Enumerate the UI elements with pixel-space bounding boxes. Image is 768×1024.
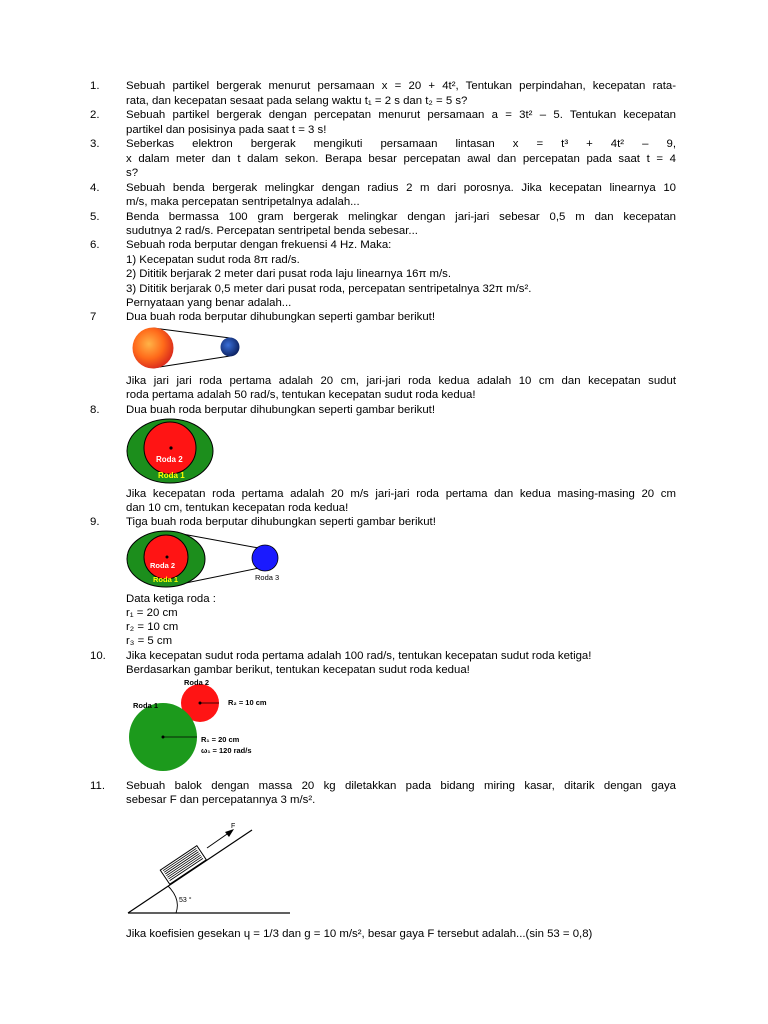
figure-contact-wheels bbox=[126, 678, 306, 770]
wheel-2-circle bbox=[221, 338, 240, 357]
item-4-line-1: Sebuah benda bergerak melingkar dengan radius 2 m dari porosnya. Jika kecepatan linearnya 10 bbox=[126, 182, 676, 194]
item-10-line-1: Jika kecepatan sudut roda pertama adalah 100 rad/s, tentukan kecepatan sudut roda ketiga! bbox=[126, 650, 592, 662]
item-7-after-line-2: roda pertama adalah 50 rad/s, tentukan kecepatan sudut roda kedua! bbox=[126, 389, 476, 401]
wheel-2-center bbox=[199, 702, 202, 705]
label-roda-2: Roda 2 bbox=[184, 678, 210, 687]
item-11-line-1: Sebuah balok dengan massa 20 kg diletakkan pada bidang miring kasar, ditarik dengan gaya bbox=[126, 780, 676, 792]
item-9-after-line-3: r₂ = 10 cm bbox=[126, 621, 179, 633]
item-11-number: 11. bbox=[90, 780, 105, 792]
item-2-line-1: Sebuah partikel bergerak dengan percepatan menurut persamaan a = 3t² – 5. Tentukan kecepatan bbox=[126, 109, 676, 121]
wheel-1-center bbox=[162, 736, 165, 739]
label-omega1: ω₁ = 120 rad/s bbox=[201, 746, 252, 755]
item-8-number: 8. bbox=[90, 404, 100, 416]
item-3-line-2: x dalam meter dan t dalam sekon. Berapa besar percepatan awal dan percepatan pada saat t = 4 bbox=[126, 153, 676, 165]
item-6-number: 6. bbox=[90, 239, 100, 251]
item-9-line-1: Tiga buah roda berputar dihubungkan seperti gambar berikut! bbox=[126, 516, 436, 528]
label-angle: 53 ° bbox=[179, 897, 192, 904]
wheel-center-dot bbox=[169, 446, 172, 449]
item-1-line-1: Sebuah partikel bergerak menurut persamaan x = 20 + 4t², Tentukan perpindahan, kecepatan rata- bbox=[126, 80, 676, 92]
label-roda-2: Roda 2 bbox=[150, 561, 176, 570]
label-roda-1: Roda 1 bbox=[133, 701, 159, 710]
wheel-1-circle bbox=[133, 328, 174, 369]
force-arrow-head bbox=[225, 829, 234, 837]
item-1-line-2: rata, dan kecepatan sesaat pada selang waktu t₁ = 2 s dan t₂ = 5 s? bbox=[126, 95, 468, 107]
item-7-line-1: Dua buah roda berputar dihubungkan seperti gambar berikut! bbox=[126, 311, 436, 323]
item-9-after-line-2: r₁ = 20 cm bbox=[126, 607, 178, 619]
item-1-number: 1. bbox=[90, 80, 100, 92]
figure-inclined-plane bbox=[124, 815, 294, 917]
item-3-line-1: Seberkas elektron bergerak mengikuti persamaan lintasan x = t³ + 4t² – 9, bbox=[126, 138, 676, 150]
item-11-after-line-1: Jika koefisien gesekan ɥ = 1/3 dan g = 10 m/s², besar gaya F tersebut adalah...(sin 53 = 0,8) bbox=[126, 928, 593, 940]
item-6-line-5: Pernyataan yang benar adalah... bbox=[126, 297, 292, 309]
figure-two-wheels-belt bbox=[126, 326, 256, 372]
item-6-line-4: 3) Dititik berjarak 0,5 meter dari pusat roda, percepatan sentripetalnya 32π m/s². bbox=[126, 283, 532, 295]
figure-three-wheels bbox=[126, 530, 296, 590]
item-10-line-2: Berdasarkan gambar berikut, tentukan kecepatan sudut roda kedua! bbox=[126, 664, 470, 676]
block bbox=[160, 846, 206, 885]
item-2-line-2: partikel dan posisinya pada saat t = 3 s! bbox=[126, 124, 327, 136]
item-8-after-line-1: Jika kecepatan roda pertama adalah 20 m/s jari-jari roda pertama dan kedua masing-masing 20 cm bbox=[126, 488, 676, 500]
item-7-number: 7 bbox=[90, 311, 97, 323]
force-arrow-line bbox=[207, 832, 230, 848]
item-9-number: 9. bbox=[90, 516, 100, 528]
figure-concentric-wheels bbox=[126, 418, 216, 484]
item-9-after-line-1: Data ketiga roda : bbox=[126, 593, 216, 605]
wheel-center-dot bbox=[166, 556, 169, 559]
label-roda-3: Roda 3 bbox=[255, 573, 280, 582]
label-r2: R₂ = 10 cm bbox=[228, 698, 267, 707]
label-r1: R₁ = 20 cm bbox=[201, 735, 240, 744]
item-4-line-2: m/s, maka percepatan sentripetalnya adalah... bbox=[126, 196, 360, 208]
item-10-number: 10. bbox=[90, 650, 106, 662]
item-11-line-2: sebesar F dan percepatannya 3 m/s². bbox=[126, 794, 316, 806]
label-roda-2: Roda 2 bbox=[156, 455, 183, 464]
item-2-number: 2. bbox=[90, 109, 100, 121]
label-force: F bbox=[231, 823, 236, 830]
item-7-after-line-1: Jika jari jari roda pertama adalah 20 cm, jari-jari roda kedua adalah 10 cm dan kecepatan sudut bbox=[126, 375, 676, 387]
angle-arc bbox=[168, 886, 177, 913]
item-6-line-3: 2) Dititik berjarak 2 meter dari pusat roda laju linearnya 16π m/s. bbox=[126, 268, 452, 280]
item-8-line-1: Dua buah roda berputar dihubungkan seperti gambar berikut! bbox=[126, 404, 436, 416]
item-9-after-line-4: r₃ = 5 cm bbox=[126, 635, 173, 647]
item-8-after-line-2: dan 10 cm, tentukan kecepatan roda kedua! bbox=[126, 502, 349, 514]
item-3-number: 3. bbox=[90, 138, 100, 150]
item-3-line-3: s? bbox=[126, 167, 139, 179]
item-5-number: 5. bbox=[90, 211, 100, 223]
label-roda-1: Roda 1 bbox=[158, 471, 185, 480]
wheel-3-circle bbox=[252, 545, 278, 571]
item-5-line-1: Benda bermassa 100 gram bergerak melingkar dengan jari-jari sebesar 0,5 m dan kecepatan bbox=[126, 211, 676, 223]
item-4-number: 4. bbox=[90, 182, 100, 194]
item-6-line-1: Sebuah roda berputar dengan frekuensi 4 Hz. Maka: bbox=[126, 239, 392, 251]
item-5-line-2: sudutnya 2 rad/s. Percepatan sentripetal benda sebesar... bbox=[126, 225, 418, 237]
item-6-line-2: 1) Kecepatan sudut roda 8π rad/s. bbox=[126, 254, 300, 266]
label-roda-1: Roda 1 bbox=[153, 575, 179, 584]
